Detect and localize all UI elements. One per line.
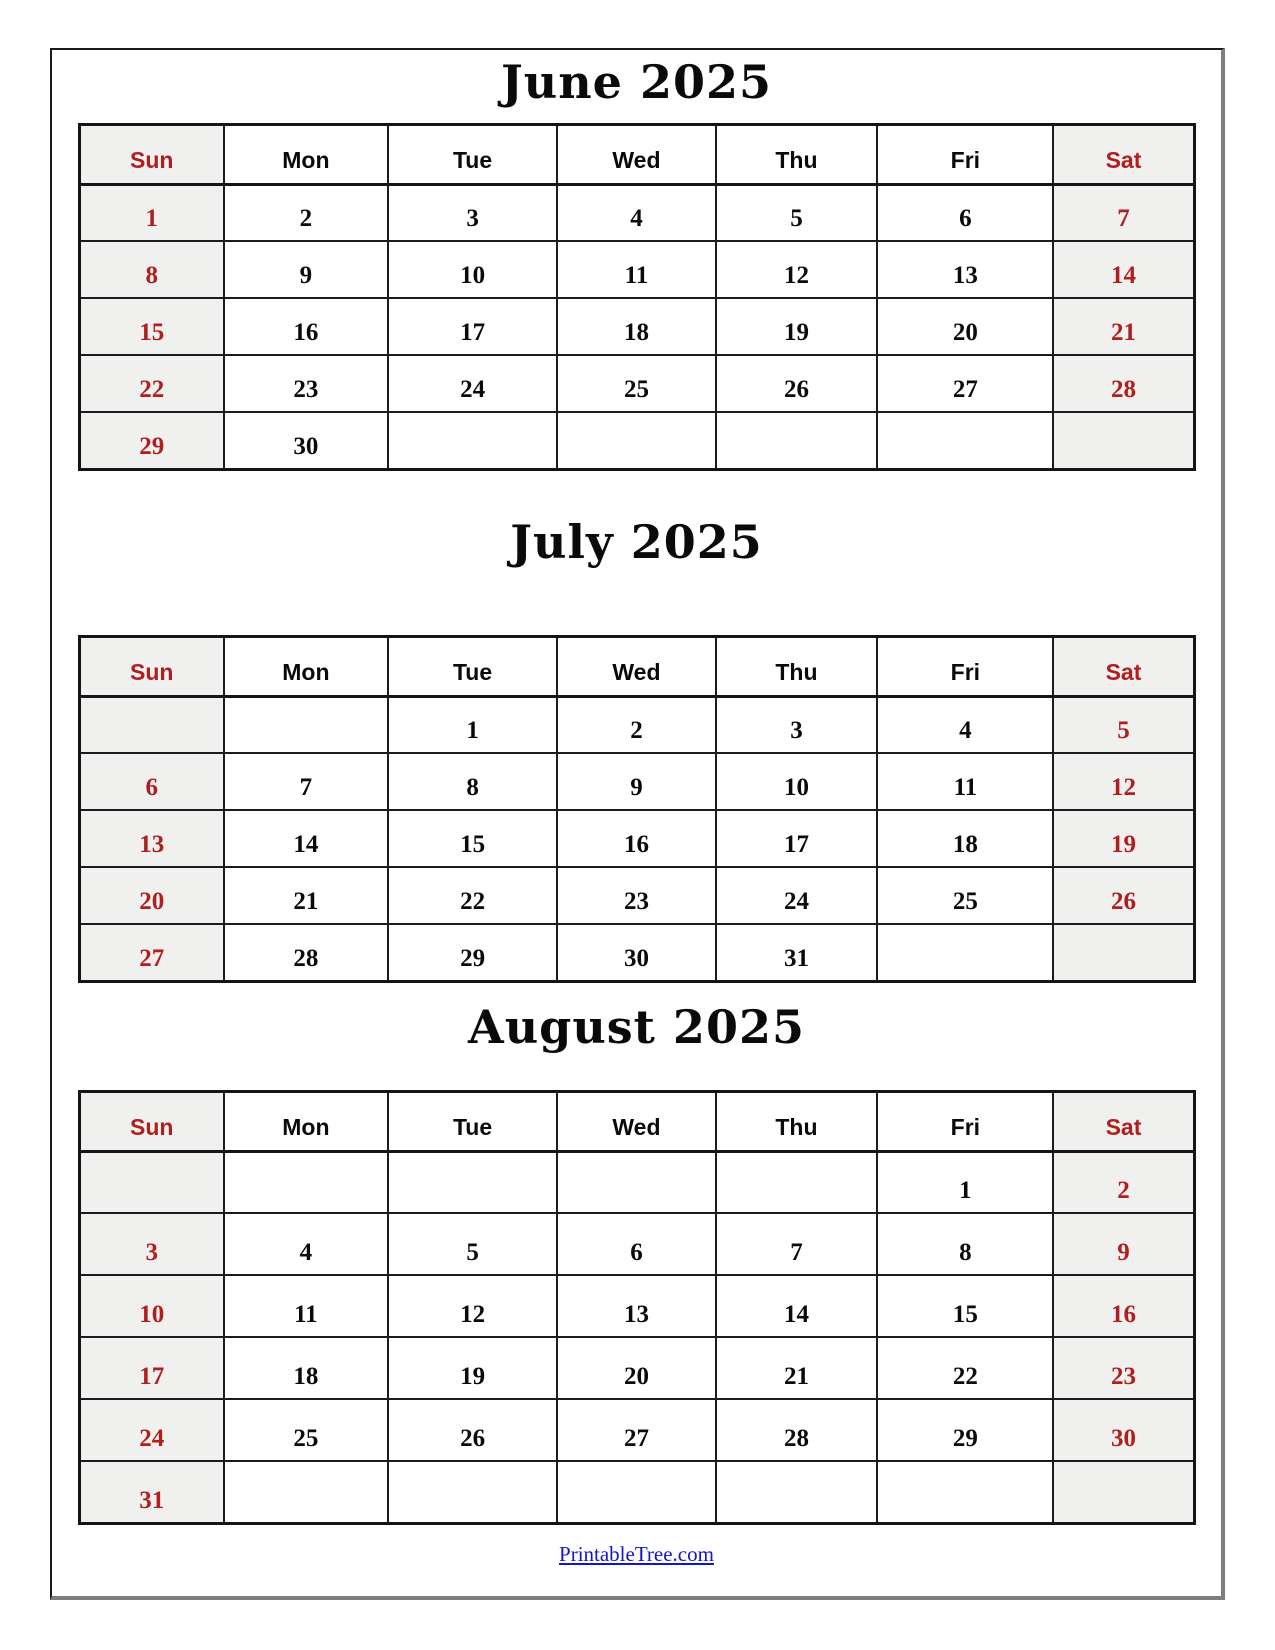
week-row [79, 696, 1194, 753]
day-header-row [79, 1091, 1194, 1151]
week-row [79, 753, 1194, 810]
day-cell-3: 3 [716, 696, 878, 753]
day-cell-21: 21 [224, 867, 388, 924]
day-cell-11: 11 [224, 1275, 388, 1337]
day-cell-18: 18 [557, 298, 715, 355]
month-section-august [52, 1001, 1221, 1525]
day-cell-empty [224, 1461, 388, 1523]
month-title-july: July 2025 [510, 514, 763, 569]
day-header-tue: Tue [388, 636, 557, 696]
day-cell-25: 25 [877, 867, 1053, 924]
day-cell-11: 11 [557, 241, 715, 298]
day-header-mon: Mon [224, 636, 388, 696]
day-cell-14: 14 [1053, 241, 1194, 298]
day-cell-empty [1053, 924, 1194, 981]
day-cell-5: 5 [388, 1213, 557, 1275]
day-cell-empty [877, 1461, 1053, 1523]
month-title-june: June 2025 [501, 55, 772, 109]
week-row [79, 184, 1194, 241]
day-cell-9: 9 [1053, 1213, 1194, 1275]
day-cell-18: 18 [224, 1337, 388, 1399]
day-cell-14: 14 [224, 810, 388, 867]
day-cell-13: 13 [877, 241, 1053, 298]
day-header-sun: Sun [79, 636, 224, 696]
month-section-july [52, 516, 1221, 983]
day-cell-27: 27 [557, 1399, 715, 1461]
week-row [79, 1151, 1194, 1213]
day-cell-12: 12 [1053, 753, 1194, 810]
day-cell-29: 29 [877, 1399, 1053, 1461]
day-cell-12: 12 [388, 1275, 557, 1337]
day-cell-25: 25 [224, 1399, 388, 1461]
day-cell-17: 17 [388, 298, 557, 355]
day-cell-27: 27 [877, 355, 1053, 412]
day-header-sun: Sun [79, 124, 224, 184]
day-cell-26: 26 [1053, 867, 1194, 924]
day-cell-4: 4 [877, 696, 1053, 753]
day-cell-28: 28 [1053, 355, 1194, 412]
day-cell-7: 7 [1053, 184, 1194, 241]
day-cell-22: 22 [388, 867, 557, 924]
day-cell-empty [557, 1461, 715, 1523]
day-cell-20: 20 [557, 1337, 715, 1399]
day-cell-30: 30 [1053, 1399, 1194, 1461]
day-cell-7: 7 [224, 753, 388, 810]
day-cell-empty [224, 1151, 388, 1213]
day-cell-12: 12 [716, 241, 878, 298]
day-header-tue: Tue [388, 1091, 557, 1151]
day-cell-4: 4 [224, 1213, 388, 1275]
day-cell-17: 17 [79, 1337, 224, 1399]
day-cell-10: 10 [716, 753, 878, 810]
day-cell-15: 15 [79, 298, 224, 355]
day-cell-16: 16 [1053, 1275, 1194, 1337]
day-header-fri: Fri [877, 124, 1053, 184]
day-cell-11: 11 [877, 753, 1053, 810]
day-cell-empty [877, 412, 1053, 469]
day-cell-empty [388, 412, 557, 469]
day-cell-empty [1053, 412, 1194, 469]
week-row [79, 355, 1194, 412]
week-row [79, 1213, 1194, 1275]
day-cell-9: 9 [557, 753, 715, 810]
day-cell-6: 6 [79, 753, 224, 810]
day-cell-19: 19 [716, 298, 878, 355]
day-cell-25: 25 [557, 355, 715, 412]
day-cell-empty [716, 1151, 878, 1213]
day-cell-29: 29 [79, 412, 224, 469]
week-row [79, 1461, 1194, 1523]
day-header-sun: Sun [79, 1091, 224, 1151]
day-cell-empty [79, 696, 224, 753]
day-cell-26: 26 [716, 355, 878, 412]
day-cell-empty [716, 412, 878, 469]
day-header-sat: Sat [1053, 124, 1194, 184]
day-header-thu: Thu [716, 1091, 878, 1151]
day-header-mon: Mon [224, 124, 388, 184]
day-cell-17: 17 [716, 810, 878, 867]
day-header-wed: Wed [557, 636, 715, 696]
day-cell-9: 9 [224, 241, 388, 298]
footer-link[interactable]: PrintableTree.com [559, 1541, 714, 1566]
week-row [79, 810, 1194, 867]
day-cell-1: 1 [79, 184, 224, 241]
day-cell-2: 2 [224, 184, 388, 241]
day-cell-15: 15 [388, 810, 557, 867]
week-row [79, 867, 1194, 924]
day-cell-29: 29 [388, 924, 557, 981]
day-cell-28: 28 [716, 1399, 878, 1461]
day-header-fri: Fri [877, 1091, 1053, 1151]
day-cell-3: 3 [388, 184, 557, 241]
footer [52, 1542, 1221, 1567]
day-cell-1: 1 [877, 1151, 1053, 1213]
day-cell-21: 21 [1053, 298, 1194, 355]
day-cell-8: 8 [388, 753, 557, 810]
day-cell-10: 10 [79, 1275, 224, 1337]
day-header-thu: Thu [716, 636, 878, 696]
day-cell-empty [388, 1461, 557, 1523]
day-cell-31: 31 [716, 924, 878, 981]
day-cell-6: 6 [877, 184, 1053, 241]
day-header-row [79, 124, 1194, 184]
day-cell-empty [716, 1461, 878, 1523]
day-header-wed: Wed [557, 124, 715, 184]
day-cell-24: 24 [79, 1399, 224, 1461]
day-cell-21: 21 [716, 1337, 878, 1399]
day-cell-2: 2 [557, 696, 715, 753]
week-row [79, 1337, 1194, 1399]
day-cell-19: 19 [1053, 810, 1194, 867]
day-header-wed: Wed [557, 1091, 715, 1151]
day-cell-5: 5 [1053, 696, 1194, 753]
day-cell-22: 22 [877, 1337, 1053, 1399]
calendar-table-august [78, 1090, 1196, 1525]
day-cell-empty [224, 696, 388, 753]
day-cell-7: 7 [716, 1213, 878, 1275]
day-cell-10: 10 [388, 241, 557, 298]
day-cell-14: 14 [716, 1275, 878, 1337]
day-cell-empty [79, 1151, 224, 1213]
day-cell-30: 30 [224, 412, 388, 469]
day-header-fri: Fri [877, 636, 1053, 696]
day-cell-4: 4 [557, 184, 715, 241]
day-cell-20: 20 [877, 298, 1053, 355]
day-cell-empty [388, 1151, 557, 1213]
day-header-thu: Thu [716, 124, 878, 184]
day-cell-23: 23 [224, 355, 388, 412]
day-cell-2: 2 [1053, 1151, 1194, 1213]
day-header-tue: Tue [388, 124, 557, 184]
day-cell-8: 8 [79, 241, 224, 298]
week-row [79, 924, 1194, 981]
day-cell-26: 26 [388, 1399, 557, 1461]
month-section-june [52, 56, 1221, 471]
day-cell-empty [1053, 1461, 1194, 1523]
day-header-mon: Mon [224, 1091, 388, 1151]
day-cell-8: 8 [877, 1213, 1053, 1275]
day-cell-13: 13 [557, 1275, 715, 1337]
month-title-august: August 2025 [468, 999, 805, 1054]
week-row [79, 298, 1194, 355]
page-frame [50, 48, 1225, 1600]
calendar-table-july [78, 635, 1196, 983]
day-cell-24: 24 [388, 355, 557, 412]
day-cell-16: 16 [224, 298, 388, 355]
day-header-sat: Sat [1053, 1091, 1194, 1151]
week-row [79, 1275, 1194, 1337]
day-cell-6: 6 [557, 1213, 715, 1275]
day-header-row [79, 636, 1194, 696]
day-cell-23: 23 [557, 867, 715, 924]
day-cell-27: 27 [79, 924, 224, 981]
day-cell-15: 15 [877, 1275, 1053, 1337]
day-cell-empty [557, 412, 715, 469]
day-cell-5: 5 [716, 184, 878, 241]
day-cell-31: 31 [79, 1461, 224, 1523]
calendar-table-june [78, 123, 1196, 471]
day-cell-24: 24 [716, 867, 878, 924]
day-cell-empty [557, 1151, 715, 1213]
day-cell-3: 3 [79, 1213, 224, 1275]
week-row [79, 412, 1194, 469]
day-cell-1: 1 [388, 696, 557, 753]
day-cell-16: 16 [557, 810, 715, 867]
day-cell-empty [877, 924, 1053, 981]
week-row [79, 241, 1194, 298]
day-header-sat: Sat [1053, 636, 1194, 696]
day-cell-30: 30 [557, 924, 715, 981]
day-cell-13: 13 [79, 810, 224, 867]
day-cell-20: 20 [79, 867, 224, 924]
day-cell-23: 23 [1053, 1337, 1194, 1399]
day-cell-28: 28 [224, 924, 388, 981]
day-cell-19: 19 [388, 1337, 557, 1399]
day-cell-18: 18 [877, 810, 1053, 867]
day-cell-22: 22 [79, 355, 224, 412]
week-row [79, 1399, 1194, 1461]
